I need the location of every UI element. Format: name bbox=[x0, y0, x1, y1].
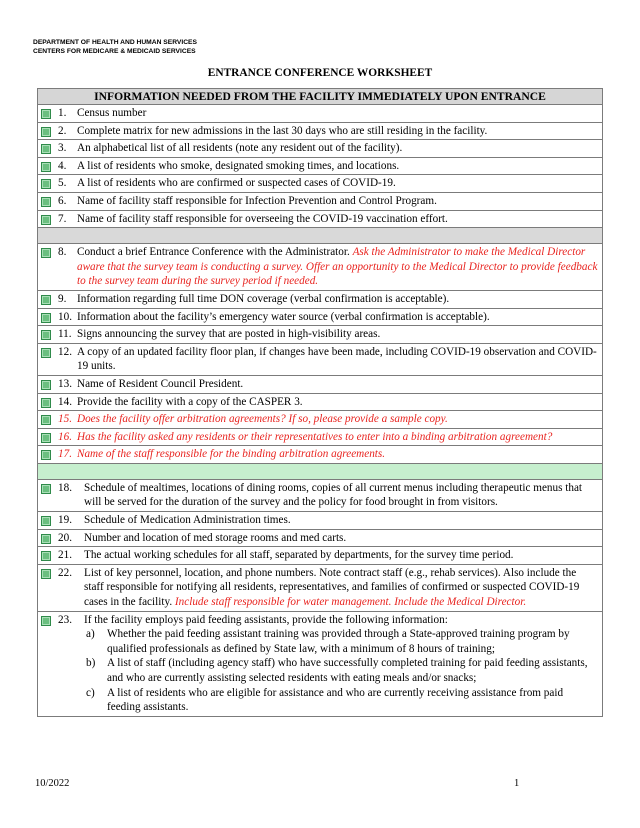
list-item-17 bbox=[38, 446, 602, 463]
checkbox-20[interactable] bbox=[41, 534, 51, 544]
checkbox-4[interactable] bbox=[41, 162, 51, 172]
checkbox-8[interactable] bbox=[41, 248, 51, 258]
list-item-20 bbox=[38, 530, 602, 547]
checkbox-19[interactable] bbox=[41, 516, 51, 526]
checkbox-22[interactable] bbox=[41, 569, 51, 579]
checkbox-11[interactable] bbox=[41, 330, 51, 340]
item-number: 12. bbox=[58, 345, 72, 358]
item-text: A list of residents who smoke, designated smoking times, and locations. bbox=[77, 159, 400, 172]
checkbox-6[interactable] bbox=[41, 197, 51, 207]
item-number: 4. bbox=[58, 159, 67, 172]
item-text: Census number bbox=[77, 107, 147, 119]
item-text-red: Ask the Administrator to make the Medical Director aware that the survey team is conducting a survey. Offer an opportunity to the Medical Director to provide feedback to the survey team during the survey period if needed. bbox=[77, 246, 598, 288]
item-number: 3. bbox=[58, 142, 67, 155]
list-item-12 bbox=[38, 344, 602, 375]
item-text-red: Name of the staff responsible for the binding arbitration agreements. bbox=[77, 448, 386, 461]
item-number: 17. bbox=[58, 448, 72, 461]
item-text-red: Include staff responsible for water management. Include the Medical Director. bbox=[174, 596, 527, 609]
list-item-6 bbox=[38, 193, 602, 210]
checkbox-21[interactable] bbox=[41, 551, 51, 561]
item-number: 21. bbox=[58, 549, 72, 562]
list-item-21 bbox=[38, 547, 602, 564]
list-item-9 bbox=[38, 291, 602, 308]
sub-item-letter: b) bbox=[86, 657, 96, 670]
item-number: 16. bbox=[58, 430, 72, 443]
list-item-16 bbox=[38, 429, 602, 446]
item-number: 11. bbox=[58, 328, 72, 341]
list-item-19 bbox=[38, 512, 602, 529]
agency-line-1: DEPARTMENT OF HEALTH AND HUMAN SERVICES bbox=[33, 39, 197, 46]
list-item-14 bbox=[38, 394, 602, 411]
list-item-3 bbox=[38, 140, 602, 157]
item-text: Schedule of mealtimes, locations of dining rooms, copies of all current menus including therapeutic menus that will be served for the duration of the survey and the policy for food brought in from visitors. bbox=[84, 481, 583, 509]
page-number: 1 bbox=[514, 778, 520, 789]
checkbox-23[interactable] bbox=[41, 616, 51, 626]
item-text: Information regarding full time DON coverage (verbal confirmation is acceptable). bbox=[77, 292, 450, 305]
list-item-22 bbox=[38, 565, 602, 611]
list-item-4 bbox=[38, 158, 602, 175]
agency-header bbox=[33, 38, 197, 56]
checkbox-3[interactable] bbox=[41, 144, 51, 154]
item-text: An alphabetical list of all residents (note any resident out of the facility). bbox=[77, 142, 403, 155]
item-number: 19. bbox=[58, 514, 72, 527]
item-number: 7. bbox=[58, 212, 67, 225]
sub-item-letter: c) bbox=[86, 686, 95, 699]
agency-line-2: CENTERS FOR MEDICARE & MEDICAID SERVICES bbox=[33, 48, 196, 55]
list-item-23 bbox=[38, 612, 602, 716]
item-text: A list of residents who are confirmed or suspected cases of COVID-19. bbox=[77, 177, 396, 190]
item-text bbox=[84, 566, 598, 610]
list-item-10 bbox=[38, 309, 602, 326]
item-number: 20. bbox=[58, 531, 72, 544]
sub-item-letter: a) bbox=[86, 628, 95, 641]
item-number: 2. bbox=[58, 124, 67, 137]
sub-item-c bbox=[86, 686, 598, 715]
section-separator-green bbox=[38, 463, 603, 479]
document-title: ENTRANCE CONFERENCE WORKSHEET bbox=[207, 67, 433, 79]
checkbox-2[interactable] bbox=[41, 127, 51, 137]
item-text: Provide the facility with a copy of the CASPER 3. bbox=[77, 395, 303, 408]
item-number: 9. bbox=[58, 292, 67, 305]
item-number: 22. bbox=[58, 566, 72, 579]
checkbox-5[interactable] bbox=[41, 179, 51, 189]
list-item-7 bbox=[38, 211, 602, 228]
checkbox-17[interactable] bbox=[41, 450, 51, 460]
sub-item-text: Whether the paid feeding assistant training was provided through a State-approved training program by qualified professionals as defined by State law, with a minimum of 8 hours of training; bbox=[107, 628, 570, 655]
item-number: 15. bbox=[58, 413, 72, 426]
item-text: Information about the facility’s emergency water source (verbal confirmation is acceptable). bbox=[77, 310, 490, 323]
sub-item-b bbox=[86, 656, 598, 685]
item-text bbox=[84, 613, 598, 715]
sub-item-a bbox=[86, 627, 598, 656]
table-header: INFORMATION NEEDED FROM THE FACILITY IMMEDIATELY UPON ENTRANCE bbox=[38, 89, 603, 105]
checkbox-9[interactable] bbox=[41, 295, 51, 305]
item-text-red: Has the facility asked any residents or their representatives to enter into a binding arbitration agreement? bbox=[77, 430, 553, 443]
item-text-main: If the facility employs paid feeding assistants, provide the following information: bbox=[84, 613, 448, 626]
checkbox-10[interactable] bbox=[41, 313, 51, 323]
item-number: 14. bbox=[58, 395, 72, 408]
item-text: Schedule of Medication Administration times. bbox=[84, 514, 291, 527]
checkbox-16[interactable] bbox=[41, 433, 51, 443]
item-number: 23. bbox=[58, 613, 72, 626]
item-text: Complete matrix for new admissions in the last 30 days who are still residing in the facility. bbox=[77, 124, 488, 137]
item-number: 1. bbox=[58, 107, 67, 119]
item-text: A copy of an updated facility floor plan, if changes have been made, including COVID-19 observation and COVID-19 units. bbox=[77, 345, 597, 373]
checkbox-12[interactable] bbox=[41, 348, 51, 358]
item-text: Number and location of med storage rooms and med carts. bbox=[84, 531, 347, 544]
item-text-red: Does the facility offer arbitration agreements? If so, please provide a sample copy. bbox=[77, 413, 448, 426]
list-item-15 bbox=[38, 411, 602, 428]
item-text bbox=[77, 245, 598, 289]
item-text-main: Conduct a brief Entrance Conference with the Administrator. bbox=[77, 246, 353, 259]
item-text: Signs announcing the survey that are posted in high-visibility areas. bbox=[77, 328, 381, 341]
sub-item-text: A list of staff (including agency staff) who have successfully completed training for paid feeding assistants, and who are currently assisting selected residents with eating meals and/or snacks; bbox=[107, 657, 588, 684]
item-number: 6. bbox=[58, 194, 67, 207]
list-item-18 bbox=[38, 480, 602, 511]
list-item-13 bbox=[38, 376, 602, 393]
list-item-11 bbox=[38, 326, 602, 343]
checkbox-14[interactable] bbox=[41, 398, 51, 408]
item-number: 5. bbox=[58, 177, 67, 190]
item-number: 18. bbox=[58, 481, 72, 494]
item-text-main: List of key personnel, location, and phone numbers. Note contract staff (e.g., rehab services). Also include the staff responsible for notifying all residents, representatives, and families of confirmed or suspected COVID-19 cases in the facility. bbox=[84, 566, 580, 609]
item-text: Name of facility staff responsible for Infection Prevention and Control Program. bbox=[77, 194, 437, 207]
checkbox-15[interactable] bbox=[41, 415, 51, 425]
section-separator-gray bbox=[38, 228, 603, 244]
sub-item-text: A list of residents who are eligible for assistance and who are currently receiving assistance from paid feeding assistants. bbox=[107, 686, 564, 714]
list-item-8 bbox=[38, 244, 602, 290]
item-text: Name of facility staff responsible for overseeing the COVID-19 vaccination effort. bbox=[77, 212, 448, 225]
item-number: 8. bbox=[58, 246, 67, 259]
checkbox-7[interactable] bbox=[41, 215, 51, 225]
list-item-1 bbox=[38, 105, 602, 122]
list-item-2 bbox=[38, 123, 602, 140]
item-number: 10. bbox=[58, 310, 72, 323]
item-text: Name of Resident Council President. bbox=[77, 377, 244, 390]
list-item-5 bbox=[38, 175, 602, 192]
checkbox-13[interactable] bbox=[41, 380, 51, 390]
worksheet-table bbox=[37, 88, 603, 717]
checkbox-18[interactable] bbox=[41, 484, 51, 494]
item-number: 13. bbox=[58, 377, 72, 390]
footer-date: 10/2022 bbox=[35, 778, 70, 789]
checkbox-1[interactable] bbox=[41, 109, 51, 119]
item-text: The actual working schedules for all staff, separated by departments, for the survey time period. bbox=[84, 549, 514, 562]
